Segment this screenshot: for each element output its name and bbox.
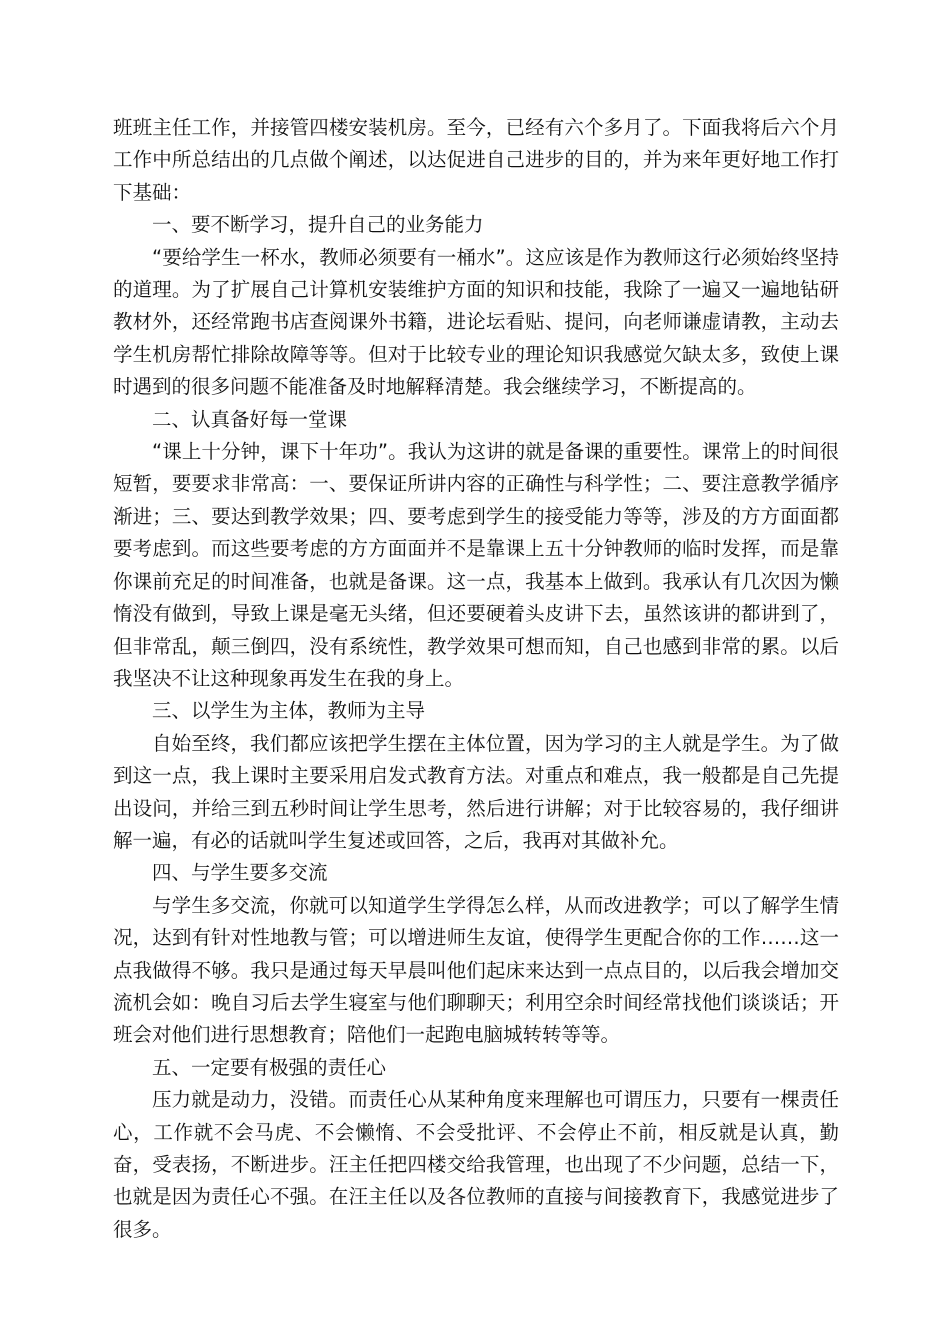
section-paragraph-2: “课上十分钟，课下十年功”。我认为这讲的就是备课的重要性。课常上的时间很短暂，要要求非常高：一、要保证所讲内容的正确性与科学性；二、要注意教学循序渐进；三、要达到教学效果；四、要考虑到学生的接受能力等等，涉及的方方面面都要考虑到。而这些要考虑的方方面面并不是靠课上五十分钟教师的临时发挥，而是靠你课前充足的时间准备，也就是备课。这一点，我基本上做到。我承认有几次因为懒惰没有做到，导致上课是毫无头绪，但还要硬着头皮讲下去，虽然该讲的都讲到了，但非常乱，颠三倒四，没有系统性，教学效果可想而知，自己也感到非常的累。以后我坚决不让这种现象再发生在我的身上。 [113, 440, 839, 690]
section-heading-2: 二、认真备好每一堂课 [152, 407, 348, 431]
section-paragraph-5: 压力就是动力，没错。而责任心从某种角度来理解也可谓压力，只要有一棵责任心，工作就不会马虎、不会懒惰、不会受批评、不会停止不前，相反就是认真，勤奋，受表扬，不断进步。汪主任把四楼交给我管理，也出现了不少问题，总结一下，也就是因为责任心不强。在汪主任以及各位教师的直接与间接教育下，我感觉进步了很多。 [113, 1088, 839, 1241]
section-heading-1: 一、要不断学习，提升自己的业务能力 [152, 213, 484, 237]
section-heading-4: 四、与学生要多交流 [152, 861, 328, 885]
section-heading-3: 三、以学生为主体，教师为主导 [152, 699, 426, 723]
section-paragraph-4: 与学生多交流，你就可以知道学生学得怎么样，从而改进教学；可以了解学生情况，达到有针对性地教与管；可以增进师生友谊，使得学生更配合你的工作……这一点我做得不够。我只是通过每天早晨叫他们起床来达到一点点目的，以后我会增加交流机会如：晚自习后去学生寝室与他们聊聊天；利用空余时间经常找他们谈谈话；开班会对他们进行思想教育；陪他们一起跑电脑城转转等等。 [113, 893, 839, 1047]
section-heading-5: 五、一定要有极强的责任心 [152, 1055, 387, 1079]
document-body [113, 112, 839, 1246]
intro-paragraph: 班班主任工作，并接管四楼安装机房。至今，已经有六个多月了。下面我将后六个月工作中所总结出的几点做个阐述，以达促进自己进步的目的，并为来年更好地工作打下基础： [113, 116, 839, 204]
section-paragraph-1: “要给学生一杯水，教师必须要有一桶水”。这应该是作为教师这行必须始终坚持的道理。为了扩展自己计算机安装维护方面的知识和技能，我除了一遍又一遍地钻研教材外，还经常跑书店查阅课外书籍，进论坛看贴、提问，向老师谦虚请教，主动去学生机房帮忙排除故障等等。但对于比较专业的理论知识我感觉欠缺太多，致使上课时遇到的很多问题不能准备及时地解释清楚。我会继续学习，不断提高的。 [113, 245, 839, 399]
section-paragraph-3: 自始至终，我们都应该把学生摆在主体位置，因为学习的主人就是学生。为了做到这一点，我上课时主要采用启发式教育方法。对重点和难点，我一般都是自己先提出设问，并给三到五秒时间让学生思考，然后进行讲解；对于比较容易的，我仔细讲解一遍，有必的话就叫学生复述或回答，之后，我再对其做补允。 [113, 731, 839, 852]
